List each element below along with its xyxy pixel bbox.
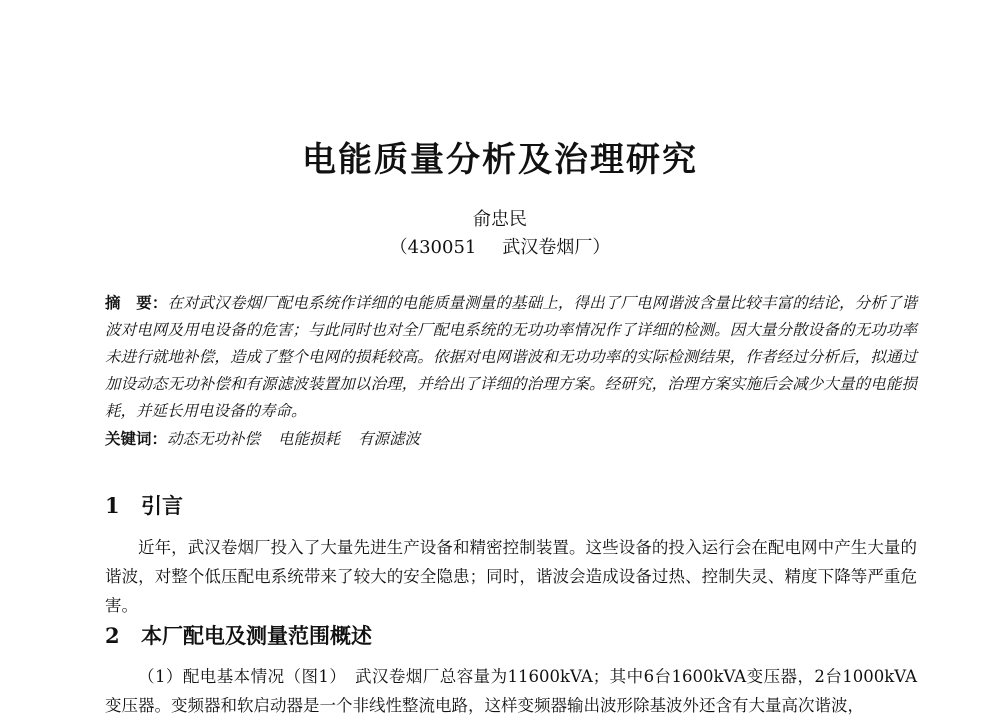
section-number: 1: [105, 493, 120, 518]
author-affiliation: [0, 236, 1000, 260]
keyword: 动态无功补偿: [167, 430, 261, 448]
keywords-label: 关键词：: [105, 430, 168, 448]
abstract-label: 摘 要：: [105, 294, 168, 312]
section-paragraph: （1）配电基本情况（图1） 武汉卷烟厂总容量为11600kVA；其中6台1600kVA变压器，2台1000kVA变压器。变频器和软启动器是一个非线性整流电路，这样变频器输出波形除基波外还含有大量高次谐波，: [105, 667, 917, 715]
section-title: 本厂配电及测量范围概述: [141, 624, 372, 648]
postal-code: 430051: [407, 237, 477, 258]
affiliation-open-paren: （: [389, 237, 408, 258]
abstract: [105, 290, 917, 425]
section-paragraph: 近年，武汉卷烟厂投入了大量先进生产设备和精密控制装置。这些设备的投入运行会在配电网中产生大量的谐波，对整个低压配电系统带来了较大的安全隐患；同时，谐波会造成设备过热、控制失灵、精度下降等严重危害。: [105, 538, 917, 615]
organization-name: 武汉卷烟厂）: [502, 237, 611, 258]
section-title: 引言: [141, 494, 183, 518]
keyword: 电能损耗: [278, 430, 341, 448]
keyword: 有源滤波: [358, 430, 421, 448]
section-heading-overview: [105, 622, 372, 650]
author-name: 俞忠民: [473, 209, 527, 230]
keywords: [105, 426, 917, 453]
section-heading-introduction: [105, 492, 183, 520]
section-number: 2: [105, 623, 120, 648]
paper-title: 电能质量分析及治理研究: [302, 140, 698, 180]
abstract-text: 在对武汉卷烟厂配电系统作详细的电能质量测量的基础上，得出了厂电网谐波含量比较丰富的结论，分析了谐波对电网及用电设备的危害；与此同时也对全厂配电系统的无功功率情况作了详细的检测。因大量分散设备的无功功率未进行就地补偿，造成了整个电网的损耗较高。依据对电网谐波和无功功率的实际检测结果，作者经过分析后，拟通过加设动态无功补偿和有源滤波装置加以治理，并给出了详细的治理方案。经研究，治理方案实施后会减少大量的电能损耗，并延长用电设备的寿命。: [105, 294, 917, 420]
